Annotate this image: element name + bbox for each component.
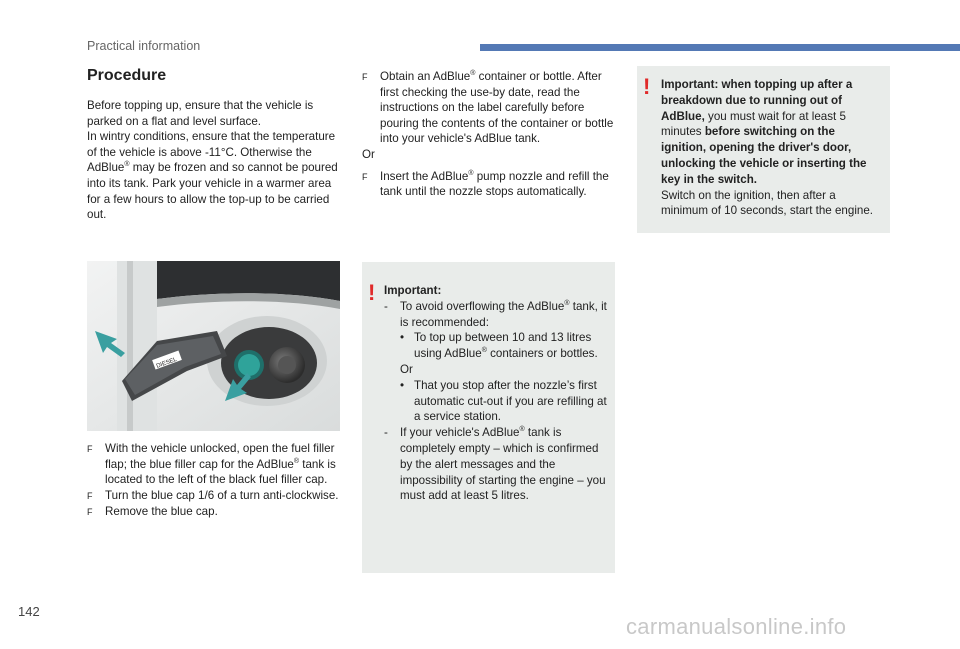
text: pump nozzle and refill the tank until the nozzle stops automatically. [380, 169, 609, 199]
text: tank is located to the left of the black fuel filler cap. [105, 457, 336, 487]
text: tank is completely empty – which is confirmed by the alert messages and the impossibility of starting the engine – you must add at least 5 litres. [400, 426, 606, 503]
registered-mark: ® [481, 347, 487, 355]
opening-steps [87, 441, 339, 521]
breakdown-note-box [637, 66, 890, 233]
procedure-column [87, 66, 339, 223]
filler-flap-drawing [87, 261, 340, 431]
registered-mark: ® [124, 161, 130, 169]
watermark: carmanualsonline.info [626, 614, 847, 639]
list-item [87, 441, 339, 488]
text: With the vehicle unlocked, open the fuel filler flap; the blue filler cap for the AdBlue [105, 442, 335, 471]
dash-marker: - [384, 299, 388, 313]
text: container or bottle. After first checking the use-by date, read the instructions on the label carefully before pouring the contents of the container or bottle into your vehicle's AdBlue tank. [380, 70, 614, 146]
text: you must wait for at least 5 minutes [661, 109, 846, 139]
text: To avoid overflowing the AdBlue [400, 299, 565, 313]
text: Insert the AdBlue [380, 169, 469, 183]
text: Remove the blue cap. [105, 505, 218, 519]
bullet-marker: • [400, 331, 405, 345]
text: To top up between 10 and 13 litres using AdBlue [414, 331, 592, 361]
list-item [362, 169, 618, 200]
important-note-box [362, 262, 615, 573]
list-item [87, 504, 339, 521]
list-item [87, 488, 339, 505]
filler-cap-illustration [87, 261, 340, 431]
step-marker-icon: F [87, 490, 93, 501]
text: Obtain an AdBlue [380, 70, 471, 83]
text: That you stop after the nozzle’s first automatic cut-out if you are refilling at a service station. [414, 378, 607, 424]
page-number: 142 [18, 604, 40, 619]
list-item [384, 330, 610, 362]
step-marker-icon: F [362, 171, 368, 182]
text: If your vehicle's AdBlue [400, 426, 520, 440]
bullet-marker: • [400, 378, 405, 392]
or-separator: Or [362, 147, 375, 161]
registered-mark: ® [293, 457, 300, 465]
registered-mark: ® [519, 426, 525, 434]
text: may be frozen and so cannot be poured into its tank. Park your vehicle in a warmer area for a few hours to allow the top-up to be carried out. [87, 161, 338, 222]
warning-icon: ! [368, 280, 376, 305]
refill-steps [362, 69, 618, 200]
step-marker-icon: F [87, 507, 93, 518]
important-title: Important: [384, 284, 442, 297]
paragraph-wintry-conditions [87, 129, 339, 223]
registered-mark: ® [468, 169, 474, 177]
text: Turn the blue cap 1/6 of a turn anti-clockwise. [105, 488, 339, 502]
procedure-heading: Procedure [87, 67, 167, 84]
list-item [384, 425, 610, 504]
text: In wintry conditions, ensure that the temperature of the vehicle is above -11°C. Otherwise the AdBlue [87, 130, 336, 175]
step-marker-icon: F [362, 72, 368, 82]
warning-icon: ! [643, 74, 651, 99]
section-accent-bar [480, 44, 960, 51]
registered-mark: ® [564, 299, 570, 307]
list-item [362, 69, 618, 147]
or-separator: Or [400, 362, 413, 376]
text: before switching on the ignition, opening the driver's door, unlocking the vehicle or inserting the key in the switch. [661, 125, 867, 186]
registered-mark: ® [470, 70, 476, 78]
dash-marker: - [384, 426, 388, 440]
breakdown-note-text [661, 77, 883, 188]
text: Important: when topping up after a breakdown due to running out of AdBlue, [661, 78, 853, 123]
ignition-instruction: Switch on the ignition, then after a minimum of 10 seconds, start the engine. [661, 188, 874, 218]
text: containers or bottles. [486, 347, 598, 361]
text: tank, it is recommended: [400, 299, 607, 329]
section-title: Practical information [87, 39, 201, 53]
list-item [384, 378, 610, 425]
step-marker-icon: F [87, 444, 93, 454]
list-item [384, 299, 610, 331]
diesel-label: DIESEL [155, 356, 178, 370]
paragraph-flat-surface: Before topping up, ensure that the vehicle is parked on a flat and level surface. [87, 99, 314, 128]
